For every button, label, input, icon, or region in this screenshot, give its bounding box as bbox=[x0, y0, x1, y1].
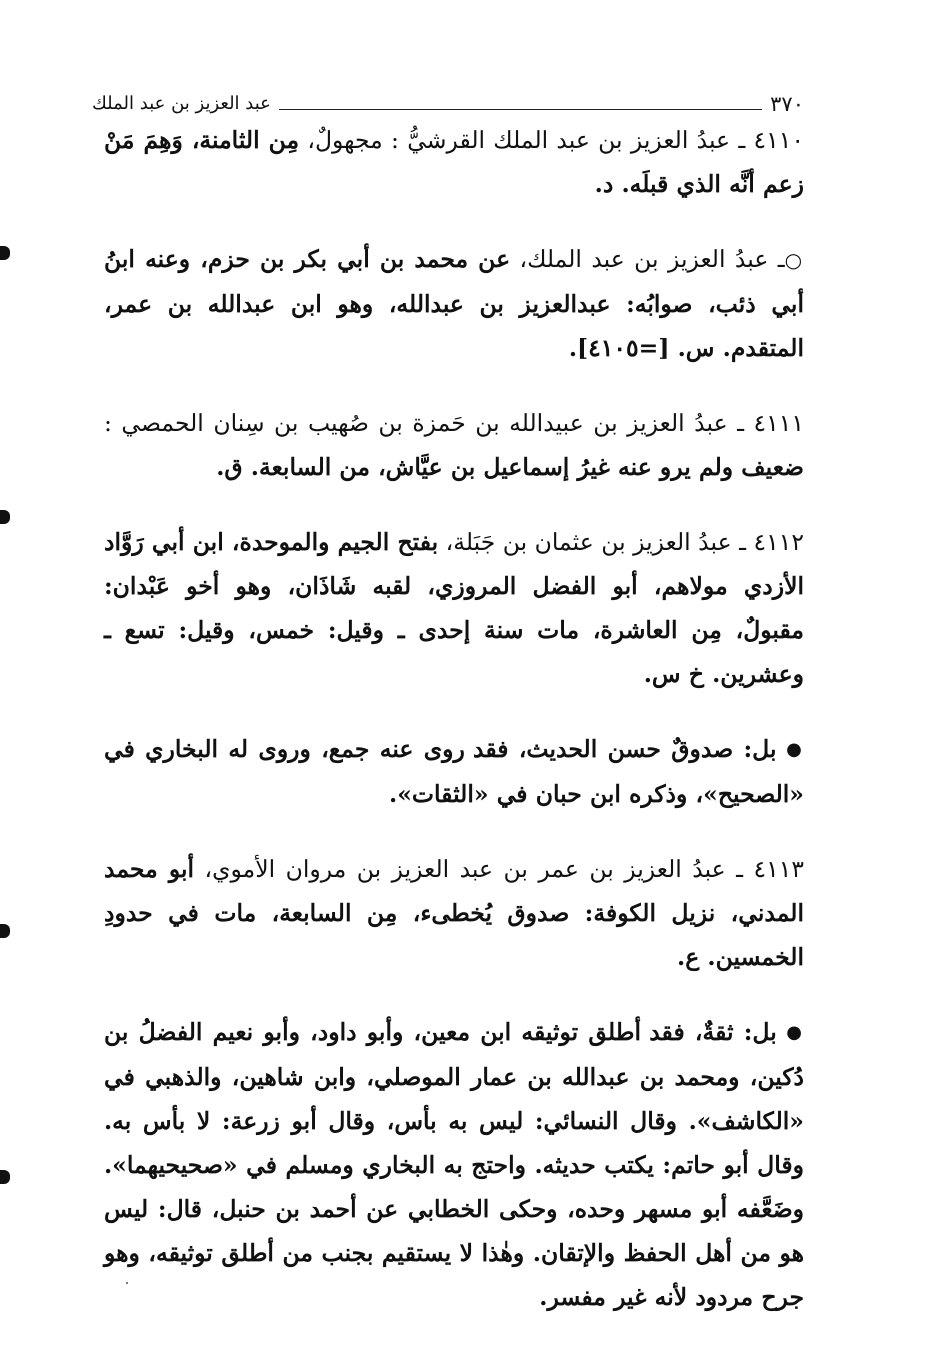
comment-lead: بل: صدوقٌ حسن الحديث، bbox=[508, 735, 777, 763]
scan-mark bbox=[0, 246, 10, 260]
comment-lead: بل: ثقةٌ، bbox=[684, 1018, 777, 1046]
entry-4110 bbox=[104, 118, 804, 206]
entry-lead: ـ عبدُ العزيز بن عبد الملك، bbox=[510, 245, 785, 273]
entry-4111 bbox=[104, 401, 804, 489]
entry-4113 bbox=[104, 847, 804, 979]
page-number: ٣٧٠ bbox=[770, 92, 804, 116]
circle-icon: ○ bbox=[784, 248, 805, 272]
entry-body: عن محمد بن أبي بكر بن حزم، وعنه ابنُ أبي ذئب، صوابُه: عبدالعزيز بن عبدالله، وهو ابن عبدالله بن عمر، المتقدم. س. [=٤١٠٥]. bbox=[104, 245, 804, 362]
entry-body: مِن الثامنة، وَهِمَ مَنْ زعم أنَّه الذي قبلَه. د. bbox=[104, 126, 804, 198]
running-title: عبد العزيز بن عبد الملك bbox=[92, 93, 271, 114]
comment-4113 bbox=[104, 1010, 804, 1319]
comment-4112 bbox=[104, 727, 804, 816]
entry-body: أبو محمد المدني، نزيل الكوفة: صدوق يُخطىء، مِن السابعة، مات في حدودِ الخمسين. ع. bbox=[104, 855, 804, 971]
scan-mark bbox=[0, 510, 10, 524]
header-rule bbox=[279, 109, 762, 110]
entry-cross-reference bbox=[104, 237, 804, 370]
main-text bbox=[104, 118, 804, 1350]
entry-body: بفتح الجيم والموحدة، ابن أبي رَوَّاد الأزدي مولاهم، أبو الفضل المروزي، لقبه شَاذَان، وهو أخو عَبْدان: مقبولٌ، مِن العاشرة، مات سنة إحدى ـ وقيل: خمس، وقيل: تسع ـ وعشرين. خ س. bbox=[104, 528, 804, 688]
running-header bbox=[92, 82, 804, 116]
entry-lead: ٤١١٠ ـ عبدُ العزيز بن عبد الملك القرشيُّ : مجهولٌ، bbox=[299, 126, 804, 154]
comment-body: فقد روى عنه جمع، وروى له البخاري في «الصحيح»، وذكره ابن حبان في «الثقات». bbox=[104, 735, 804, 808]
bullet-icon: ● bbox=[786, 739, 804, 760]
entry-4112 bbox=[104, 520, 804, 696]
entry-lead: ٤١١٢ ـ عبدُ العزيز بن عثمان بن جَبَلة، bbox=[438, 528, 804, 556]
comment-body: فقد أطلق توثيقه ابن معين، وأبو داود، وأبو نعيم الفضلُ بن دُكين، ومحمد بن عبدالله بن عمار الموصلي، وابن شاهين، والذهبي في «الكاشف». وقال النسائي: ليس به بأس، وقال أبو زرعة: لا بأس به. وقال أبو حاتم: يكتب حديثه. واحتج به البخاري ومسلم في «صحيحيهما». وضَعَّفه أبو مسهر وحده، وحكى الخطابي عن أحمد بن حنبل، قال: ليس هو من أهل الحفظ والإتقان. وهٰذا لا يستقيم بجنب من أطلق توثيقه، وهو جرح مردود لأنه غير مفسر. bbox=[104, 1018, 804, 1311]
scan-mark bbox=[0, 1170, 10, 1184]
scan-speck bbox=[126, 1282, 128, 1284]
scan-mark bbox=[0, 924, 10, 938]
entry-lead: ٤١١٣ ـ عبدُ العزيز بن عمر بن عبد العزيز بن مروان الأموي، bbox=[194, 855, 804, 883]
bullet-icon: ● bbox=[786, 1022, 804, 1043]
entry-lead: ٤١١١ ـ عبدُ العزيز بن عبيدالله بن حَمزة بن صُهيب بن سِنان الحمصي : bbox=[104, 409, 804, 437]
entry-body: ضعيف ولم يرو عنه غيرُ إسماعيل بن عيَّاش، من السابعة. ق. bbox=[216, 453, 804, 481]
